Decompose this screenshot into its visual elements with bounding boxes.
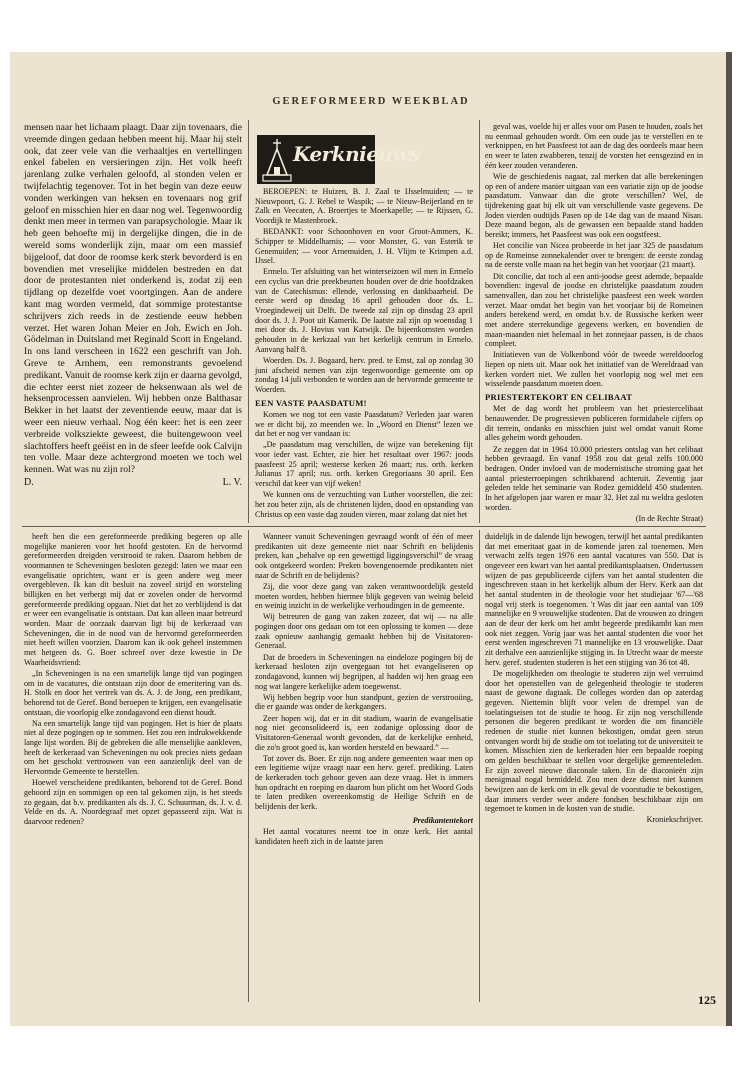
column-divider bbox=[479, 120, 480, 523]
page-number: 125 bbox=[698, 993, 716, 1007]
logo-text: Kerknieuws bbox=[293, 142, 420, 166]
paragraph: Na een smartelijk lange tijd van pogingen. Het is hier de plaats niet al deze pogingen op te sommen. Het zou een indrukwekkende lange lijst worden. Bij de gebreken die alle menselijke aankleven, heeft de kerkeraad van Scheveningen nu ook precies niets gedaan om het geschokt vertrouwen van een aanzienlijk deel van de Hervormde Gemeente te herstellen. bbox=[24, 718, 242, 777]
beroepen-notice: BEROEPEN: te Huizen, B. J. Zaal te IJsselmuiden; — te Nieuwpoort, G. J. Rebel te Waspik; — te Nieuw-Beijerland en te Zalk en Veecaten, A. Broertjes te Moerkapelle; — te Rijssen, G. Voordijk te Mastenbroek. bbox=[255, 187, 473, 226]
page-binding-edge bbox=[726, 52, 732, 1026]
essay-signature bbox=[24, 477, 242, 489]
paragraph: Wanneer vanuit Scheveningen gevraagd wordt of één of meer predikanten uit deze gemeente niet naar Schrift en belijdenis preken, kan „behalve op een gewettigd liggingsverschil” de vraag ook ontgekeerd worden: Preken bovengenoemde predikanten niet naar de Schrift en de belijdenis? bbox=[255, 532, 473, 580]
paragraph: Hoewel verscheidene predikanten, behorend tot de Geref. Bond gehoord zijn en sommigen op een tal gekomen zijn, is het steeds zo gegaan, dat b.v. predikanten als ds. J. C. Schuurman, ds. J. v. d. Velde en ds. A. Noordegraaf met opzet gepasseerd zijn. Wat is daarvoor redenen? bbox=[24, 778, 242, 826]
church-icon bbox=[259, 135, 295, 184]
priestertekort-heading: PRIESTERTEKORT EN CELIBAAT bbox=[485, 392, 633, 403]
bedankt-notice: BEDANKT: voor Schoonhoven en voor Groot-Ammers, K. Schipper te Middelharnis; — voor Monster, G. van Esterik te Genemuiden; — voor Arnemuiden, J. H. Vlijm te Krimpen a.d. IJssel. bbox=[255, 227, 473, 266]
paragraph: Dit concilie, dat toch al een anti-joodse geest ademde, bepaalde bovendien: ingeval de joodse en christelijke paasdatum zouden samenvallen, dan zou het christelijke paasfeest een week worden verzet. Maar omdat het begin van het voorjaar bij de Romeinen anders berekend werd, en omdat b.v. de Russische kerken weer met andere sterrekundige gegevens werken, en bovendien de maan-maanden niet helemaal in het zonnejaar passen, is de chaos compleet. bbox=[485, 271, 703, 349]
paragraph: geval was, voelde hij er alles voor om Pasen te houden, zoals het nu eenmaal gehouden wordt. Om een oude jas te verstellen en te verknippen, en het Paasfeest tot aan de dag des oordeels maar heen en weer te laten zwabberen, tenzij de vorsten het eensgezind en in één keer zouden veranderen. bbox=[485, 122, 703, 170]
running-header: GEREFORMEERD WEEKBLAD bbox=[272, 96, 470, 107]
signature-left: D. bbox=[24, 477, 34, 489]
essay-text: mensen naar het lichaam plaagt. Daar zijn tovenaars, die vreemde dingen gedaan hebben meent hij. Maar hij stelt ook, dat zeer vele van die verhaaltjes en vertellingen enkel fabelen en versieringen zijn. Het volk heeft jarenlang zulke verhalen geloofd, al stonden velen er twijfelachtig tegenover. Tot in het begin van deze eeuw vonden werkingen van heksen en tovenaars nog grif geloof en misschien hier en daar nog wel. Tegenwoordig denkt men meer in termen van parapsychologie. Maar ik heb geen behoefte mij in dergelijke dingen, die in de wereld soms wonderlijk zijn, maar om een massief bijgeloof, dat door de roomse kerk sterk bevorderd is en bovendien met vreselijke middelen bestreden en dat door de protestanten niet onderkend is, zodat zij een tijdlang op dezelfde voet voortgingen. Aan de andere kant mag worden vermeld, dat sommige protestantse schrijvers zich reeds in de zestiende eeuw hebben verzet. Het waren Johan Meier en Joh. Ewich en Joh. Gödelman in Duitsland met Reginald Scott in Engeland. In ons land verscheen in 1622 een geschrift van Joh. Greve te Arnhem, een remonstrants gevoelend predikant. Vanuit de roomse kerk zijn er daarna gevolgd, die echter eerst niet zozeer de heksenwaan als wel de heksenprocessen aanvielen. Wij hebben onze Balthasar Bekker in het laatst der zeventiende eeuw, maar dat is weer een nieuw verhaal. Nog één keer: het is een zeer verbreide volksziekte geweest, die buitengewoon veel slachtoffers heeft geëist en in de sfeer leefde ook Calvijn ten volle. Maar deze achtergrond moeten we toch wel kennen. Wat was nu zijn rol? bbox=[24, 122, 242, 476]
paasdatum-intro: Komen we nog tot een vaste Paasdatum? Verleden jaar waren we er dicht bij, zo meenden we. In „Woord en Dienst” lezen we dat het er nog ver vandaan is: bbox=[255, 409, 473, 439]
column-divider bbox=[248, 120, 249, 523]
paragraph: Dat de broeders in Scheveningen na eindeloze pogingen bij de kerkeraad besloten zijn overgegaan tot het evangeliseren op zondagavond, kunnen wij begrijpen, al hadden wij hen graag een nog wat langere kerkelijke adem toegewenst. bbox=[255, 652, 473, 691]
magazine-page bbox=[10, 52, 732, 1026]
ermelo-notice: Ermelo. Ter afsluiting van het winterseizoen wil men in Ermelo een cyclus van drie preekbeurten houden over de drie hoofdzaken van de Catechismus: ellende, verlossing en dankbaarheid. De eerste werd op dinsdag 16 april gehouden door ds. L. Vroegindeweij uit Delft. De tweede zal zijn op dinsdag 23 april door ds. J. J. Poot uit Kamerik. De laatste zal zijn op woensdag 1 mei door ds. J. Hovius van Katwijk. De bijeenkomsten worden gehouden in de kerkzaal van het kerkelijk centrum in Ermelo. Aanvang half 8. bbox=[255, 267, 473, 354]
lower-column-1 bbox=[24, 532, 242, 1002]
source-credit: (In de Rechte Straat) bbox=[635, 513, 703, 523]
paragraph: Het aantal vocatures neemt toe in onze kerk. Het aantal kandidaten heeft zich in de laatste jaren bbox=[255, 827, 473, 847]
kerknieuws-logo bbox=[257, 135, 420, 184]
lower-column-2 bbox=[255, 532, 473, 1002]
paragraph: Zeer hopen wij, dat er in dit stadium, waarin de evangelisatie nog niet geconsolideerd is, een zodanige oplossing door de Visitatoren-Generaal wordt gevonden, dat de kerkelijke eenheid, die zo'n groot goed is, kan worden hersteld en bewaard.” — bbox=[255, 713, 473, 752]
column-divider bbox=[248, 530, 249, 1002]
essay-column bbox=[24, 122, 242, 522]
paasdatum-continued-column bbox=[485, 122, 703, 523]
paasdatum-quote: „De paasdatum mag verschillen, de wijze van berekening fijt voor ieder vast. Echter, zie hier het resultaat over 1967: joods paasfeest 25 april; westerse kerken 26 maart; rus. orth. kerken Julianus 17 april; rus. orth. kerken Gregoriaans 30 april. Een verschil dat keer van vijf weken! bbox=[255, 440, 473, 489]
woerden-notice: Woerden. Ds. J. Bogaard, herv. pred. te Emst, zal op zondag 30 juni afscheid nemen van zijn tegenwoordige gemeente om op zondag 14 juli verbonden te worden aan de hervormde gemeente te Woerden. bbox=[255, 355, 473, 394]
paragraph: heeft hen die een gereformeerde prediking begeren op alle mogelijke manieren voor het hoofd gestoten. En de hervormd gereformeerden dreigden verstrooid te raken. Daarom hebben de voormannen te Scheveningen besloten gezegd: laten we maar een evangelisatie oprichten, want er is geen andere weg meer overgebleven. Ik kan dit besluit na zoveel strijd en worsteling billijken en het verbergt mij dat er zovelen onder de hervormd gereformeerde prediking opgaan. Niet dat het zo verblijdend is dat er weer een evangelisatie is ontstaan. Dat kan alleen maar betreurd worden. Maar de oorzaak daarvan ligt bij de kerkeraad van Scheveningen, die in de nood van de hervormd gereformeerden niet heeft willen voorzien. Daarom kan ik ook geheel instemmen met hetgeen ds. G. Boer schreef over deze kwestie in De Waarheidsvriend: bbox=[24, 532, 242, 667]
paragraph: Initiatieven van de Volkenbond vóór de tweede wereldoorlog liepen op niets uit. Maar ook het initiatief van de Wereldraad van kerken vordert niet. We zullen het voorlopig nog wel met een wisselende paasdatum moeten doen. bbox=[485, 350, 703, 389]
kerknieuws-column bbox=[255, 187, 473, 523]
column-divider bbox=[479, 530, 480, 1002]
paasdatum-luther: We kunnen ons de verzuchting van Luther voorstellen, die zei: het zou beter zijn, als de christenen lijden, dood en opstanding van Christus op een vaste dag zouden vieren, maar zolang dat niet het bbox=[255, 490, 473, 519]
paragraph: duidelijk in de dalende lijn bewogen, terwijl het aantal predikanten dat met emeritaat gaat in de komende jaren zal toenemen. Men verwacht zelfs tegen 1976 een aantal vacatures van 550. Dat is ongeveer een kwart van het aantal predikantsplaatsen. Ondertussen wijzen de pas gepubliceerde cijfers van het aantal studenten die ingeschreven staan in het kerkelijk album der Herv. Kerk aan dat het aantal studenten in de theologie voor het studiejaar '67—'68 nogal vrij sterk is toegenomen. 't Was dit jaar een aantal van 109 mannelijke en 9 vrouwelijke studenten. Dat de vrouwen zo dringen aan de deur der kerk om het ambt begeerde predikambt kan men ook niet zeggen. Vorig jaar was het aantal studenten die voor het eerst werden ingeschreven 71 mannelijke en 13 vrouwelijke. Daar zit derhalve een aanzienlijke stijging in. In Utrecht waar de meeste herv. geref. studenten studeren is het een stijging van 36 tot 48. bbox=[485, 532, 703, 667]
paasdatum-heading: EEN VASTE PAASDATUM! bbox=[255, 397, 367, 408]
paragraph: Wie de geschiedenis nagaat, zal merken dat alle berekeningen op een of andere manier uitgaan van een variatie zijn op de joodse paasdatum. Vanwaar dan die grote verschillen? Wel, de tijdrekening gaat bij elk uit van verschillende vaste gegevens. De Joden vierden oudtijds Pasen op de 14e dag van de maand Nisan. Deze maand begon, als de gewassen een bepaalde stand hadden bereikt; immers, het Paasfeest was ook een oogstfeest. bbox=[485, 171, 703, 239]
paragraph: Zij, die voor deze gang van zaken verantwoordelijk gesteld moeten worden, hebben hiermee blijk gegeven van weinig beleid en weinig inzicht in de werkelijke verhoudingen in de gemeente. bbox=[255, 581, 473, 611]
lower-column-3 bbox=[485, 532, 703, 992]
section-divider bbox=[22, 526, 706, 527]
signature-right: L. V. bbox=[222, 477, 242, 489]
paragraph: Wij betreuren de gang van zaken zozeer, dat wij — na alle pogingen door ons gedaan om tot een oplossing te komen — deze zaak opnieuw aanhangig gemaakt hebben bij de Visitatoren-Generaal. bbox=[255, 612, 473, 651]
paragraph: „In Scheveningen is na een smartelijk lange tijd van pogingen om in de vacatures, die ontstaan zijn door de emeritering van ds. H. Stolk en door het vertrek van ds. A. J. de Jong, een predikant, behorend tot de Geref. Bond beroepen te krijgen, een evangelisatie ontstaan, die voorlopig elke zondagavond een dienst houdt. bbox=[24, 668, 242, 717]
paragraph: Tot zover ds. Boer. Er zijn nog andere gemeenten waar men op een legitieme wijze vraagt naar een herv. geref. prediking. Laten de kerkeraden toch gehoor geven aan deze vraag. Het is immers hun opdracht en roeping en daarom hun plicht om het Woord Gods te laten prediken overeenkomstig de Heilige Schrift en de belijdenis der kerk. bbox=[255, 753, 473, 812]
author-signature: Kroniekschrijver. bbox=[646, 815, 703, 825]
paragraph: Het concilie van Nicea probeerde in het jaar 325 de paasdatum op de Romeinse zonnekalender over te brengen: de eerste zondag na de eerste volle maan na het begin van het voorjaar (21 maart). bbox=[485, 241, 703, 270]
predikantentekort-heading: Predikantentekort bbox=[412, 815, 473, 825]
paragraph: Met de dag wordt het probleem van het priestercelibaat benauwender. De progressieven publiceren formidabele cijfers op dit terrein, ondanks en misschien juist wel omdat vanuit Rome alles geheim wordt gehouden. bbox=[485, 404, 703, 443]
paragraph: Ze zeggen dat in 1964 10.000 priesters ontslag van het celibaat hebben gevraagd. En vanaf 1958 zou dat getal zelfs 100.000 bedragen. Onder invloed van de modernistische stroming gaat het aantal priesterroepingen schrikbarend achteruit. Zeventig jaar geleden telde het seminarie van Rodez gemiddeld 450 studenten. In het afgelopen jaar waren er maar 32. Het zal nu weldra gesloten worden. bbox=[485, 444, 703, 512]
paragraph: De mogelijkheden om theologie te studeren zijn wel verruimd door het openstellen van de gelegenheid theologie te studeren naast de gewone dagtaak. De colleges worden dan op zaterdag gegeven. Niettemin blijft voor velen de drempel van de toelatingseisen tot de studie te hoog. Er zijn nog verschillende personen die begeren predikant te worden die om financiële redenen de studie niet kunnen bekostigen, omdat geen steun ontvangen wordt bij de studie om tot toelating tot de universiteit te komen. Misschien zien de kerkeraden hier een bepaalde roeping om gelden beschikbaar te stellen voor dergelijke gemeenteleden. Er zijn zoveel nieuwe diaconale taken. En de diaconieën zijn menigmaal nogal bemiddeld. Zou men deze dienst niet kunnen bewijzen aan de kerk om in elk geval de voorstudie te bekostigen, daar immers verder weer andere fondsen beschikbaar zijn om tegemoet te komen in de kosten van de studie. bbox=[485, 668, 703, 814]
paragraph: Wij hebben begrip voor hun standpunt, gezien de verstrooiing, die er gaande was onder de kerkgangers. bbox=[255, 692, 473, 712]
